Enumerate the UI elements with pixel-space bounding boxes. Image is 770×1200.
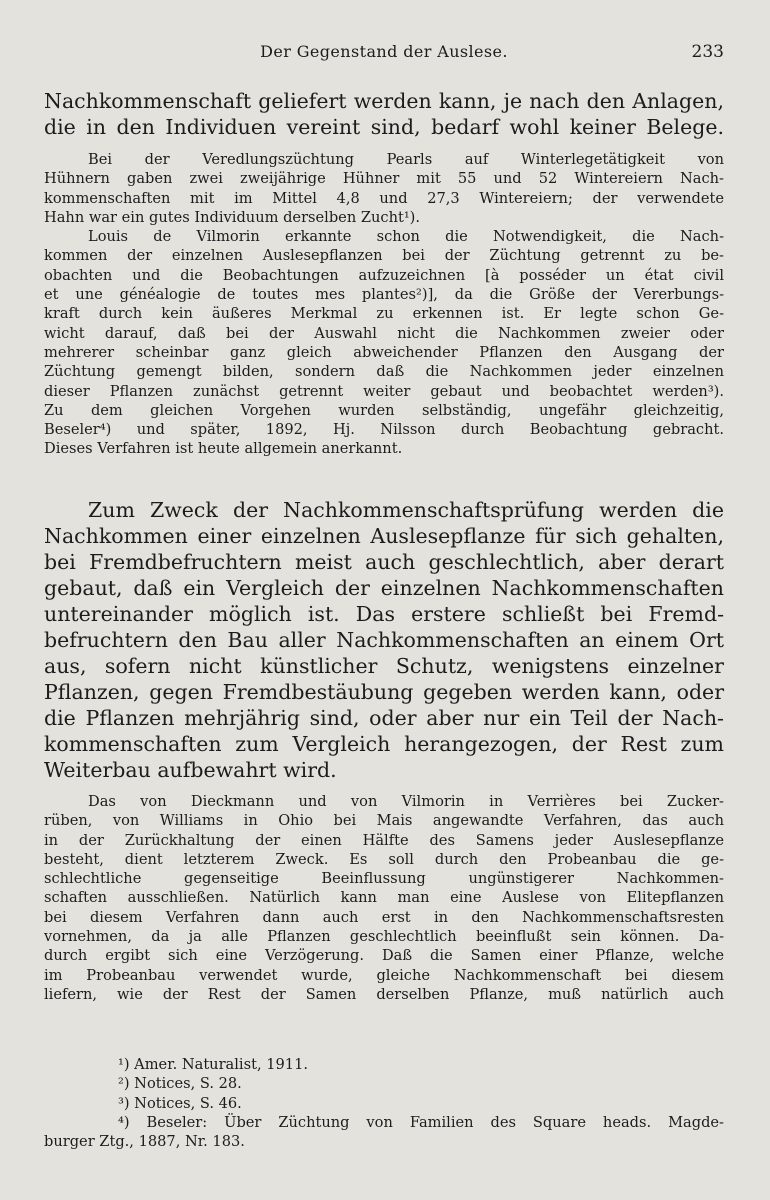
running-title: Der Gegenstand der Auslese. [260, 42, 508, 61]
footnote: ²) Notices, S. 28. [118, 1075, 242, 1093]
text-line: obachten und die Beobachtungen aufzuzeichnen [à posséder un état civil [44, 266, 724, 284]
text-line: Zu dem gleichen Vorgehen wurden selbständig, ungefähr gleichzeitig, [44, 401, 724, 419]
text-line: Louis de Vilmorin erkannte schon die Notwendigkeit, die Nach- [88, 228, 724, 246]
text-line: Hahn war ein gutes Individuum derselben Zucht¹). [44, 208, 421, 226]
intro-paragraph [44, 88, 724, 140]
text-line: Beseler⁴) und später, 1892, Hj. Nilsson durch Beobachtung gebracht. [44, 421, 724, 439]
text-line: dieser Pflanzen zunächst getrennt weiter gebaut und beobachtet werden³). [44, 382, 724, 400]
text-line: Zum Zweck der Nachkommenschaftsprüfung werden die [88, 498, 724, 522]
text-line: kommen der einzelnen Auslesepflanzen bei der Züchtung getrennt zu be- [44, 247, 724, 265]
footnote: ³) Notices, S. 46. [118, 1094, 242, 1112]
text-line: besteht, dient letzterem Zweck. Es soll durch den Probeanbau die ge- [44, 850, 724, 868]
footnote: ⁴) Beseler: Über Züchtung von Familien des Square heads. Magde- [118, 1113, 724, 1131]
text-line: Bei der Veredlungszüchtung Pearls auf Winterlegetätigkeit von [88, 151, 724, 168]
text-line: Züchtung gemengt bilden, sondern daß die Nachkommen jeder einzelnen [44, 363, 724, 381]
text-line: Weiterbau aufbewahrt wird. [44, 758, 337, 782]
text-line: befruchtern den Bau aller Nachkommenschaften an einem Ort [44, 628, 724, 652]
text-line: wicht darauf, daß bei der Auswahl nicht die Nachkommen zweier oder [44, 324, 724, 342]
text-line: die Pflanzen mehrjährig sind, oder aber nur ein Teil der Nach- [44, 706, 724, 730]
footnote-continuation: burger Ztg., 1887, Nr. 183. [44, 1133, 245, 1151]
text-line: Pflanzen, gegen Fremdbestäubung gegeben werden kann, oder [44, 680, 724, 704]
text-line: vornehmen, da ja alle Pflanzen geschlechtlich beeinflußt sein können. Da- [44, 928, 724, 946]
text-line: Nachkommenschaft geliefert werden kann, je nach den Anlagen, [44, 89, 724, 113]
text-line: Das von Dieckmann und von Vilmorin in Verrières bei Zucker- [88, 793, 724, 810]
small-print-section-1 [44, 150, 724, 459]
text-line: in der Zurückhaltung der einen Hälfte des Samens jeder Auslesepflanze [44, 831, 724, 849]
text-line: et une généalogie de toutes mes plantes²)], da die Größe der Vererbungs- [44, 286, 724, 304]
text-line: Hühnern gaben zwei zweijährige Hühner mit 55 und 52 Wintereiern Nach- [44, 170, 724, 188]
text-line: bei diesem Verfahren dann auch erst in den Nachkommenschaftsresten [44, 908, 724, 926]
text-line: im Probeanbau verwendet wurde, gleiche Nachkommenschaft bei diesem [44, 966, 724, 984]
text-line: schlechtliche gegenseitige Beeinflussung ungünstigerer Nachkommen- [44, 870, 724, 888]
main-paragraph [44, 497, 724, 783]
text-line: durch ergibt sich eine Verzögerung. Daß die Samen einer Pflanze, welche [44, 947, 724, 965]
text-line: Nachkommen einer einzelnen Auslesepflanze für sich gehalten, [44, 524, 724, 548]
text-line: liefern, wie der Rest der Samen derselben Pflanze, muß natürlich auch [44, 985, 724, 1003]
footnotes [44, 1055, 724, 1151]
page-header [44, 42, 724, 66]
text-line: gebaut, daß ein Vergleich der einzelnen Nachkommenschaften [44, 576, 724, 600]
text-line: kommenschaften zum Vergleich herangezogen, der Rest zum [44, 732, 724, 756]
footnote: ¹) Amer. Naturalist, 1911. [118, 1056, 309, 1073]
text-line: rüben, von Williams in Ohio bei Mais angewandte Verfahren, das auch [44, 812, 724, 830]
text-line: kommenschaften mit im Mittel 4,8 und 27,3 Wintereiern; der verwendete [44, 189, 724, 207]
text-line: untereinander möglich ist. Das erstere schließt bei Fremd- [44, 602, 724, 626]
text-line: mehrerer scheinbar ganz gleich abweichender Pflanzen den Ausgang der [44, 343, 724, 361]
text-line: aus, sofern nicht künstlicher Schutz, wenigstens einzelner [44, 654, 724, 678]
text-line: kraft durch kein äußeres Merkmal zu erkennen ist. Er legte schon Ge- [44, 305, 724, 323]
text-line: Dieses Verfahren ist heute allgemein anerkannt. [44, 440, 403, 458]
text-line: bei Fremdbefruchtern meist auch geschlechtlich, aber derart [44, 550, 724, 574]
page-number: 233 [691, 42, 724, 62]
text-line: schaften ausschließen. Natürlich kann man eine Auslese von Elitepflanzen [44, 889, 724, 907]
text-line: die in den Individuen vereint sind, bedarf wohl keiner Belege. [44, 115, 724, 139]
small-print-section-2 [44, 792, 724, 1004]
